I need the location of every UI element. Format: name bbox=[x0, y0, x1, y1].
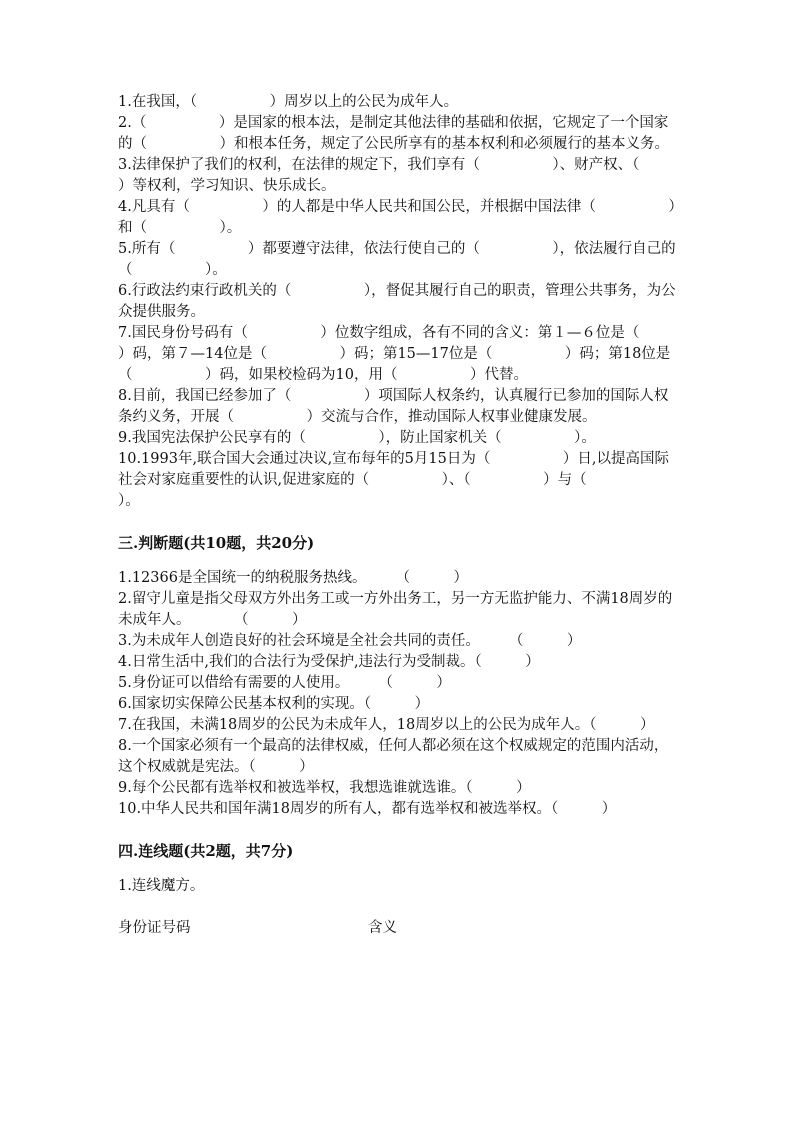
question-judge-2: 2.留守儿童是指父母双方外出务工或一方外出务工，另一方无监护能力、不满18周岁的未成年人。 （ ） bbox=[118, 591, 673, 628]
question-fill-4: 4.凡具有（ ）的人都是中华人民共和国公民，并根据中国法律（ ）和（ ）。 bbox=[118, 199, 676, 236]
question-match-1: 1.连线魔方。 bbox=[118, 878, 205, 894]
match-left-header: 身份证号码 bbox=[118, 920, 191, 936]
question-fill-8: 8.目前，我国已经参加了（ ）项国际人权条约，认真履行已参加的国际人权条约义务，开展（ ）交流与合作，推动国际人权事业健康发展。 bbox=[118, 388, 669, 425]
question-fill-1: 1.在我国，（ ）周岁以上的公民为成年人。 bbox=[118, 94, 459, 110]
question-judge-3: 3.为未成年人创造良好的社会环境是全社会共同的责任。 （ ） bbox=[118, 633, 582, 649]
judge-list bbox=[118, 568, 678, 820]
question-judge-10: 10.中华人民共和国年满18周岁的所有人，都有选举权和被选举权。（ ） bbox=[118, 801, 617, 817]
question-fill-9: 9.我国宪法保护公民享有的（ ），防止国家机关（ ）。 bbox=[118, 430, 596, 446]
question-fill-10: 10.1993年,联合国大会通过决议,宣布每年的5月15日为（ ）日,以提高国际社会对家庭重要性的认识,促进家庭的（ ）、（ ）与（ ）。 bbox=[118, 451, 669, 509]
question-fill-5: 5.所有（ ）都要遵守法律，依法行使自己的（ ），依法履行自己的（ ）。 bbox=[118, 241, 676, 278]
fill-blank-list bbox=[118, 92, 712, 512]
question-judge-4: 4.日常生活中,我们的合法行为受保护,违法行为受制裁。（ ） bbox=[118, 654, 540, 670]
question-judge-9: 9.每个公民都有选举权和被选举权，我想选谁就选谁。（ ） bbox=[118, 780, 531, 796]
question-fill-7: 7.国民身份号码有（ ）位数字组成，各有不同的含义：第１—６位是（ ）码，第７—14位是（ ）码；第15—17位是（ ）码；第18位是（ ）码，如果校检码为10，用（ ）代替。 bbox=[118, 325, 712, 383]
question-fill-3: 3.法律保护了我们的权利，在法律的规定下，我们享有（ ）、财产权、（ ）等权利，学习知识、快乐成长。 bbox=[118, 157, 712, 194]
section-title-judge: 三.判断题(共10题，共20分) bbox=[118, 534, 315, 552]
question-judge-8: 8.一个国家必须有一个最高的法律权威，任何人都必须在这个权威规定的范围内活动，这个权威就是宪法。（ ） bbox=[118, 738, 669, 775]
section-title-match: 四.连线题(共2题，共7分) bbox=[118, 842, 294, 860]
exam-page bbox=[118, 92, 712, 939]
question-judge-5: 5.身份证可以借给有需要的人使用。 （ ） bbox=[118, 675, 451, 691]
question-fill-2: 2.（ ）是国家的根本法，是制定其他法律的基础和依据，它规定了一个国家的（ ）和根本任务，规定了公民所享有的基本权利和必须履行的基本义务。 bbox=[118, 115, 669, 152]
question-judge-7: 7.在我国，未满18周岁的公民为未成年人，18周岁以上的公民为成年人。（ ） bbox=[118, 717, 655, 733]
question-fill-6: 6.行政法约束行政机关的（ ），督促其履行自己的职责，管理公共事务，为公众提供服务。 bbox=[118, 283, 676, 320]
question-judge-6: 6.国家切实保障公民基本权利的实现。（ ） bbox=[118, 696, 430, 712]
match-right-header: 含义 bbox=[368, 920, 397, 936]
match-headers bbox=[118, 917, 678, 939]
question-judge-1: 1.12366是全国统一的纳税服务热线。 （ ） bbox=[118, 570, 468, 586]
